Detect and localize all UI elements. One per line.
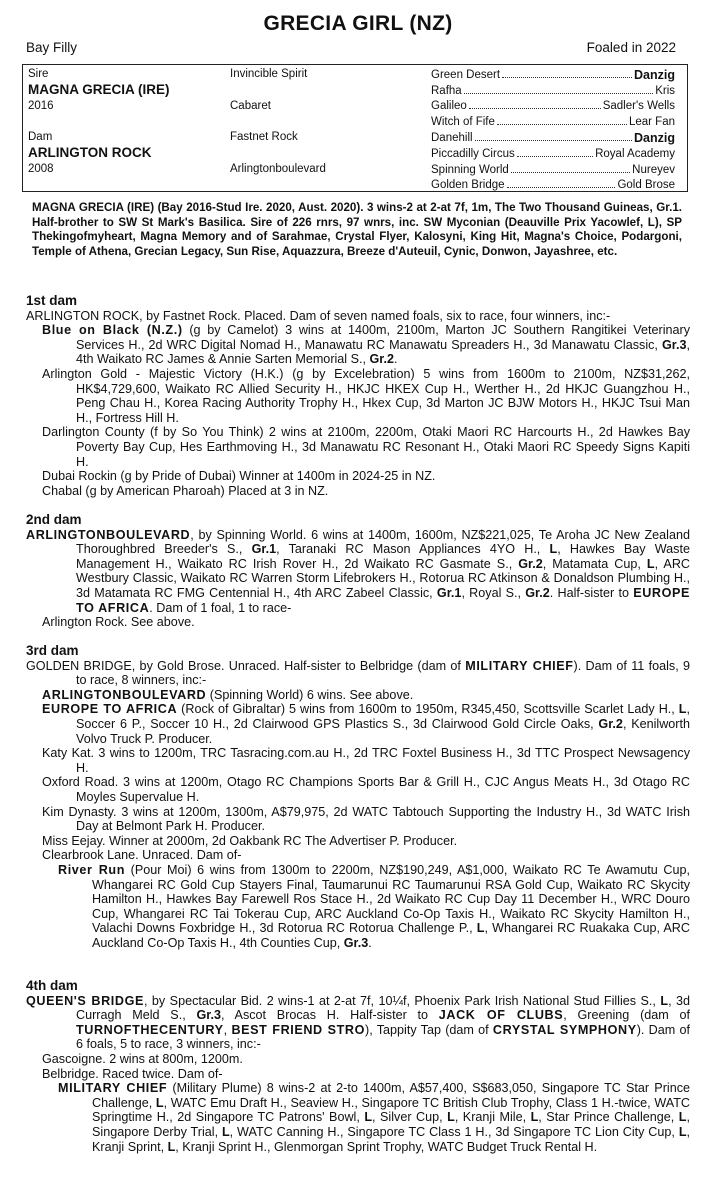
progeny-entry: Belbridge. Raced twice. Dam of- xyxy=(42,1066,223,1081)
progeny-entry: EUROPE TO AFRICA (Rock of Gibraltar) 5 wins from 1600m to 1950m, R345,450, Scottsville Scarlet Lady H., L, Soccer 6 P., Soccer 10 H., 2d Clairwood GPS Plastics S., 3d Clairwood Gold Circle Oaks, Gr.2, Kenilworth Volvo Truck P. Producer. xyxy=(42,702,690,746)
progeny-entry: MILITARY CHIEF (Military Plume) 8 wins-2 at 2-to 1400m, A$57,400, S$683,050, Singapore TC Star Prince Challenge, L, WATC Emu Draft H., Seaview H., Singapore TC British Club Trophy, Class 1 H.-twice, WATC Springtime H., 2d Singapore TC Patrons' Bowl, L, Silver Cup, L, Kranji Mile, L, Star Prince Challenge, L, Singapore Derby Trial, L, WATC Canning H., Singapore TC Class 1 H., 3d Singapore TC Lion City Cup, L, Kranji Sprint, L, Kranji Sprint H., Glenmorgan Sprint Trophy, WATC Budget Truck Rental H. xyxy=(58,1081,691,1154)
sire-summary: MAGNA GRECIA (IRE) (Bay 2016-Stud Ire. 2020, Aust. 2020). 3 wins-2 at 2-at 7f, 1m, The Two Thousand Guineas, Gr.1. Half-brother to SW St Mark's Basilica. Sire of 226 rnrs, 97 wnrs, inc. SW Myconian (Deauville Prix Yacowlef, L), SP Thekingofmyheart, Magna Memory and of Sarahmae, Crystal Flyer, Kalosyni, King Hit, Magna's Choice, Podargoni, Temple of Athena, Grecian Legacy, Sun Rise, Aquazzura, Breeze d'Auteuil, Cynic, Donwon, Jayashree, etc. xyxy=(32,201,682,258)
dam-label: Dam xyxy=(28,131,53,143)
gen3-row: Witch of Fife Lear Fan xyxy=(431,116,675,129)
section-heading: 3rd dam xyxy=(26,643,79,658)
third-dam-section xyxy=(26,644,690,950)
progeny-entry: Arlington Rock. See above. xyxy=(42,615,195,630)
sire-dam: Cabaret xyxy=(230,100,271,112)
dam-sire: Fastnet Rock xyxy=(230,131,298,143)
dam-record: QUEEN'S BRIDGE, by Spectacular Bid. 2 wins-1 at 2-at 7f, 10¼f, Phoenix Park Irish National Stud Fillies S., L, 3d Curragh Meld S., Gr.3, Ascot Brocas H. Half-sister to JACK OF CLUBS, Greening (dam of TURNOFTHECENTURY, BEST FRIEND STRO), Tappity Tap (dam of CRYSTAL SYMPHONY). Dam of 6 foals, 5 to race, 3 winners, inc:- xyxy=(26,993,691,1052)
progeny-entry: River Run (Pour Moi) 6 wins from 1300m to 2200m, NZ$190,249, A$1,000, Waikato RC Te Awamutu Cup, Whangarei RC Gold Cup Stayers Final, Taumarunui RC Taumarunui RSA Gold Cup, Waikato RC Skycity Hamilton H., Hawkes Bay Farewell Ros Stace H., 2d Waikato RC Cup Day 11 December H., WRC Douro Cup, Whangarei RC Tai Tokerau Cup, ARC Auckland Co-Op Taxis H., Waikato RC Skycity Hamilton H., Valachi Downs Foxbridge H., 3d Rotorua RC Rotorua Challenge P., L, Whangarei RC Ruakaka Cup, ARC Auckland Co-Op Taxis H., 4th Counties Cup, Gr.3. xyxy=(58,862,690,950)
progeny-entry: Chabal (g by American Pharoah) Placed at 3 in NZ. xyxy=(42,483,329,498)
gen3-row: Danehill Danzig xyxy=(431,131,675,146)
fourth-dam-section xyxy=(26,979,690,1154)
dam-dam: Arlingtonboulevard xyxy=(230,163,326,175)
section-heading: 1st dam xyxy=(26,293,78,308)
progeny-entry: Dubai Rockin (g by Pride of Dubai) Winner at 1400m in 2024-25 in NZ. xyxy=(42,469,436,484)
sire-year: 2016 xyxy=(28,100,54,112)
dam-name: ARLINGTON ROCK xyxy=(28,145,152,160)
third-generation xyxy=(431,67,675,193)
first-dam-section xyxy=(26,294,690,498)
progeny-entry: Arlington Gold - Majestic Victory (H.K.) (g by Excelebration) 5 wins from 1600m to 2100m, NZ$31,262, HK$4,729,600, Waikato RC Allied Security H., HKJC HKEX Cup H., Werther H., 2d HKJC Guangzhou H., Peng Chau H., Korea Racing Authority Trophy H., Hkex Cup, 3d Marton JC BJW Motors H., HKJC Tsui Man H., Fortress Hill H. xyxy=(42,366,690,425)
progeny-entry: ARLINGTONBOULEVARD (Spinning World) 6 wins. See above. xyxy=(42,687,414,702)
pedigree-table xyxy=(22,64,688,192)
progeny-entry: Darlington County (f by So You Think) 2 wins at 2100m, 2200m, Otaki Maori RC Harcourts H., 2d Hawkes Bay Poverty Bay Cup, Hes Earthmoving H., 3d Manawatu RC Resonant H., Otaki Maori RC Speedy Signs Kapiti H. xyxy=(42,425,690,469)
dam-year: 2008 xyxy=(28,163,54,175)
horse-name: GRECIA GIRL (NZ) xyxy=(263,12,453,35)
progeny-entry: Oxford Road. 3 wins at 1200m, Otago RC Champions Sports Bar & Grill H., CJC Angus Meats H., 3d Otago RC Moyles Supervalue H. xyxy=(42,775,690,804)
sire-sire: Invincible Spirit xyxy=(230,68,308,80)
progeny-entry: Katy Kat. 3 wins to 1200m, TRC Tasracing.com.au H., 2d TRC Foxtel Business H., 3d TTC Prospect Newsagency H. xyxy=(42,746,690,775)
sex-colour: Bay Filly xyxy=(26,40,78,55)
second-dam-section xyxy=(26,513,690,630)
progeny-entry: Gascoigne. 2 wins at 800m, 1200m. xyxy=(42,1051,243,1066)
progeny-entry: Clearbrook Lane. Unraced. Dam of- xyxy=(42,848,242,863)
sire-label: Sire xyxy=(28,68,49,80)
section-heading: 4th dam xyxy=(26,978,78,993)
dam-record: ARLINGTONBOULEVARD, by Spinning World. 6 wins at 1400m, 1600m, NZ$221,025, Te Aroha JC New Zealand Thoroughbred Breeder's S., Gr.1, Taranaki RC Mason Appliances 4YO H., L, Hawkes Bay Waste Management H., Waikato RC Irish Rover H., 2d Waikato RC Gasmate S., Gr.2, Matamata Cup, L, ARC Westbury Classic, Waikato RC Warren Storm Lifebrokers H., Rotorua RC Atkinson & Donaldson Plumbing H., 3d Matamata RC FMG Centennial H., 4th ARC Zabeel Classic, Gr.1, Royal S., Gr.2. Half-sister to EUROPE TO AFRICA. Dam of 1 foal, 1 to race- xyxy=(26,527,691,615)
sire-name: MAGNA GRECIA (IRE) xyxy=(28,82,170,97)
progeny-entry: Kim Dynasty. 3 wins at 1200m, 1300m, A$79,975, 2d WATC Tabtouch Supporting the Industry H., 3d WATC Irish Day at Belmont Park H. Producer. xyxy=(42,804,690,834)
progeny-entry: Blue on Black (N.Z.) (g by Camelot) 3 wins at 1400m, 2100m, Marton JC Southern Rangitikei Veterinary Services H., 2d WRC Digital Nomad H., Manawatu RC Manawatu Spreaders H., 3d Manawatu Classic, Gr.3, 4th Waikato RC James & Annie Sarten Memorial S., Gr.2. xyxy=(42,323,690,367)
gen3-row: Golden Bridge Gold Brose xyxy=(431,179,675,192)
gen3-row: Galileo Sadler's Wells xyxy=(431,100,675,113)
gen3-row: Rafha Kris xyxy=(431,84,675,97)
dam-record: GOLDEN BRIDGE, by Gold Brose. Unraced. Half-sister to Belbridge (dam of MILITARY CHIEF). Dam of 11 foals, 9 to race, 8 winners, inc:- xyxy=(26,658,690,688)
progeny-entry: Miss Eejay. Winner at 2000m, 2d Oakbank RC The Advertiser P. Producer. xyxy=(42,833,458,848)
horse-details-line xyxy=(26,40,676,55)
gen3-row: Green Desert Danzig xyxy=(431,67,675,82)
gen3-row: Spinning World Nureyev xyxy=(431,163,675,176)
dam-intro: ARLINGTON ROCK, by Fastnet Rock. Placed. Dam of seven named foals, six to race, four winners, inc:- xyxy=(26,308,611,323)
section-heading: 2nd dam xyxy=(26,512,82,527)
gen3-row: Piccadilly Circus Royal Academy xyxy=(431,147,675,160)
foaled-year: Foaled in 2022 xyxy=(586,40,676,55)
